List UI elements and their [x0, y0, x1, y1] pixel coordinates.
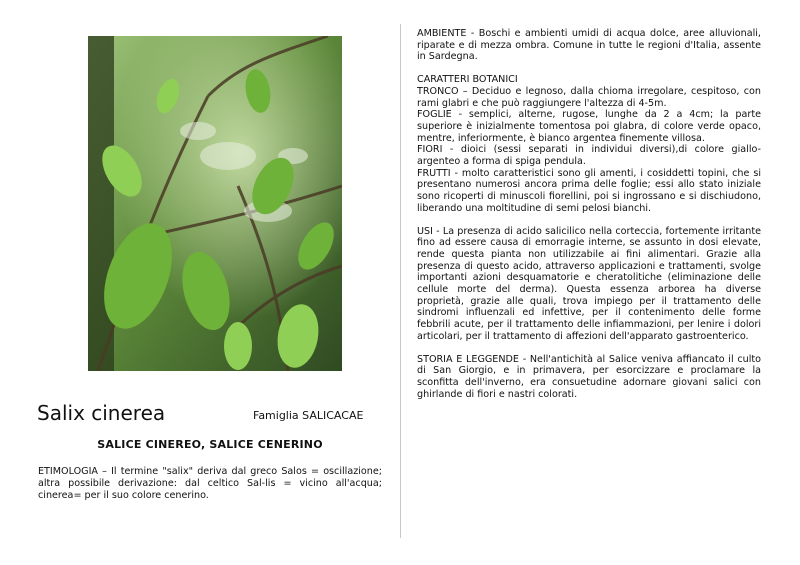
spacer [417, 343, 761, 354]
plant-photo [88, 36, 342, 371]
etymology-paragraph: ETIMOLOGIA – Il termine "salix" deriva dal greco Salos = oscillazione; altra possibile derivazione: dal celtico Sal-lis = vicino all'acqua; cinerea= per il suo colore cenerino. [38, 466, 382, 501]
trunk-paragraph: TRONCO – Deciduo e legnoso, dalla chioma irregolare, cespitoso, con rami glabri e che può raggiungere l'altezza di 4-5m. [417, 85, 761, 109]
flowers-paragraph: FIORI - dioici (sessi separati in individui diversi),di colore giallo-argenteo a forma di spiga pendula. [417, 144, 761, 168]
column-divider [400, 24, 401, 538]
uses-paragraph: USI - La presenza di acido salicilico nella corteccia, fortemente irritante fino ad essere causa di emorragie interne, se assunto in dosi elevate, rende questa pianta non utilizzabile ai fini alimentari. Grazie alla presenza di questo acido, attraverso applicazioni e trattamenti, svolge importanti azioni desquamatorie e cheratolitiche (eliminazione delle cellule morte del derma). Questa essenza arborea ha diverse proprietà, grazie alle quali, trova impiego per il trattamento delle sindromi influenzali ed infettive, per il contenimento delle forme febbrili acute, per il trattamento delle infiammazioni, per lenire i dolori articolari, per il trattamento di affezioni dell'apparato gastroenterico. [417, 225, 761, 342]
spacer [417, 63, 761, 74]
habitat-paragraph: AMBIENTE - Boschi e ambienti umidi di acqua dolce, aree alluvionali, riparate e di mezza ombra. Comune in tutte le regioni d'Italia, assente in Sardegna. [417, 28, 761, 63]
history-paragraph: STORIA E LEGGENDE - Nell'antichità al Salice veniva affiancato il culto di San Giorgio, e in primavera, per esorcizzare e proclamare la sconfitta dell'inverno, era consuetudine adornare giovani salici con ghirlande di fiori e nastri colorati. [417, 353, 761, 400]
spacer [417, 215, 761, 226]
species-name: Salix cinerea [37, 401, 166, 425]
fruits-paragraph: FRUTTI - molto caratteristici sono gli amenti, i cosiddetti topini, che si presentano numerosi ancora prima delle foglie; essi allo stato iniziale sono ricoperti di minuscoli fiorellini, poi si ingrossano e si dischiudono, liberando una moltitudine di semi pelosi bianchi. [417, 167, 761, 214]
description-column [417, 28, 761, 400]
common-names-heading: SALICE CINEREO, SALICE CENERINO [97, 438, 323, 451]
willow-branch-image [88, 36, 342, 371]
botanical-heading: CARATTERI BOTANICI [417, 74, 518, 86]
leaves-paragraph: FOGLIE - semplici, alterne, rugose, lunghe da 2 a 4cm; la parte superiore è inizialmente tomentosa poi glabra, di colore verde opaco, mentre, inferiormente, è bianco argentea finemente villosa. [417, 109, 761, 144]
family-name: Famiglia SALICACAE [253, 409, 364, 422]
